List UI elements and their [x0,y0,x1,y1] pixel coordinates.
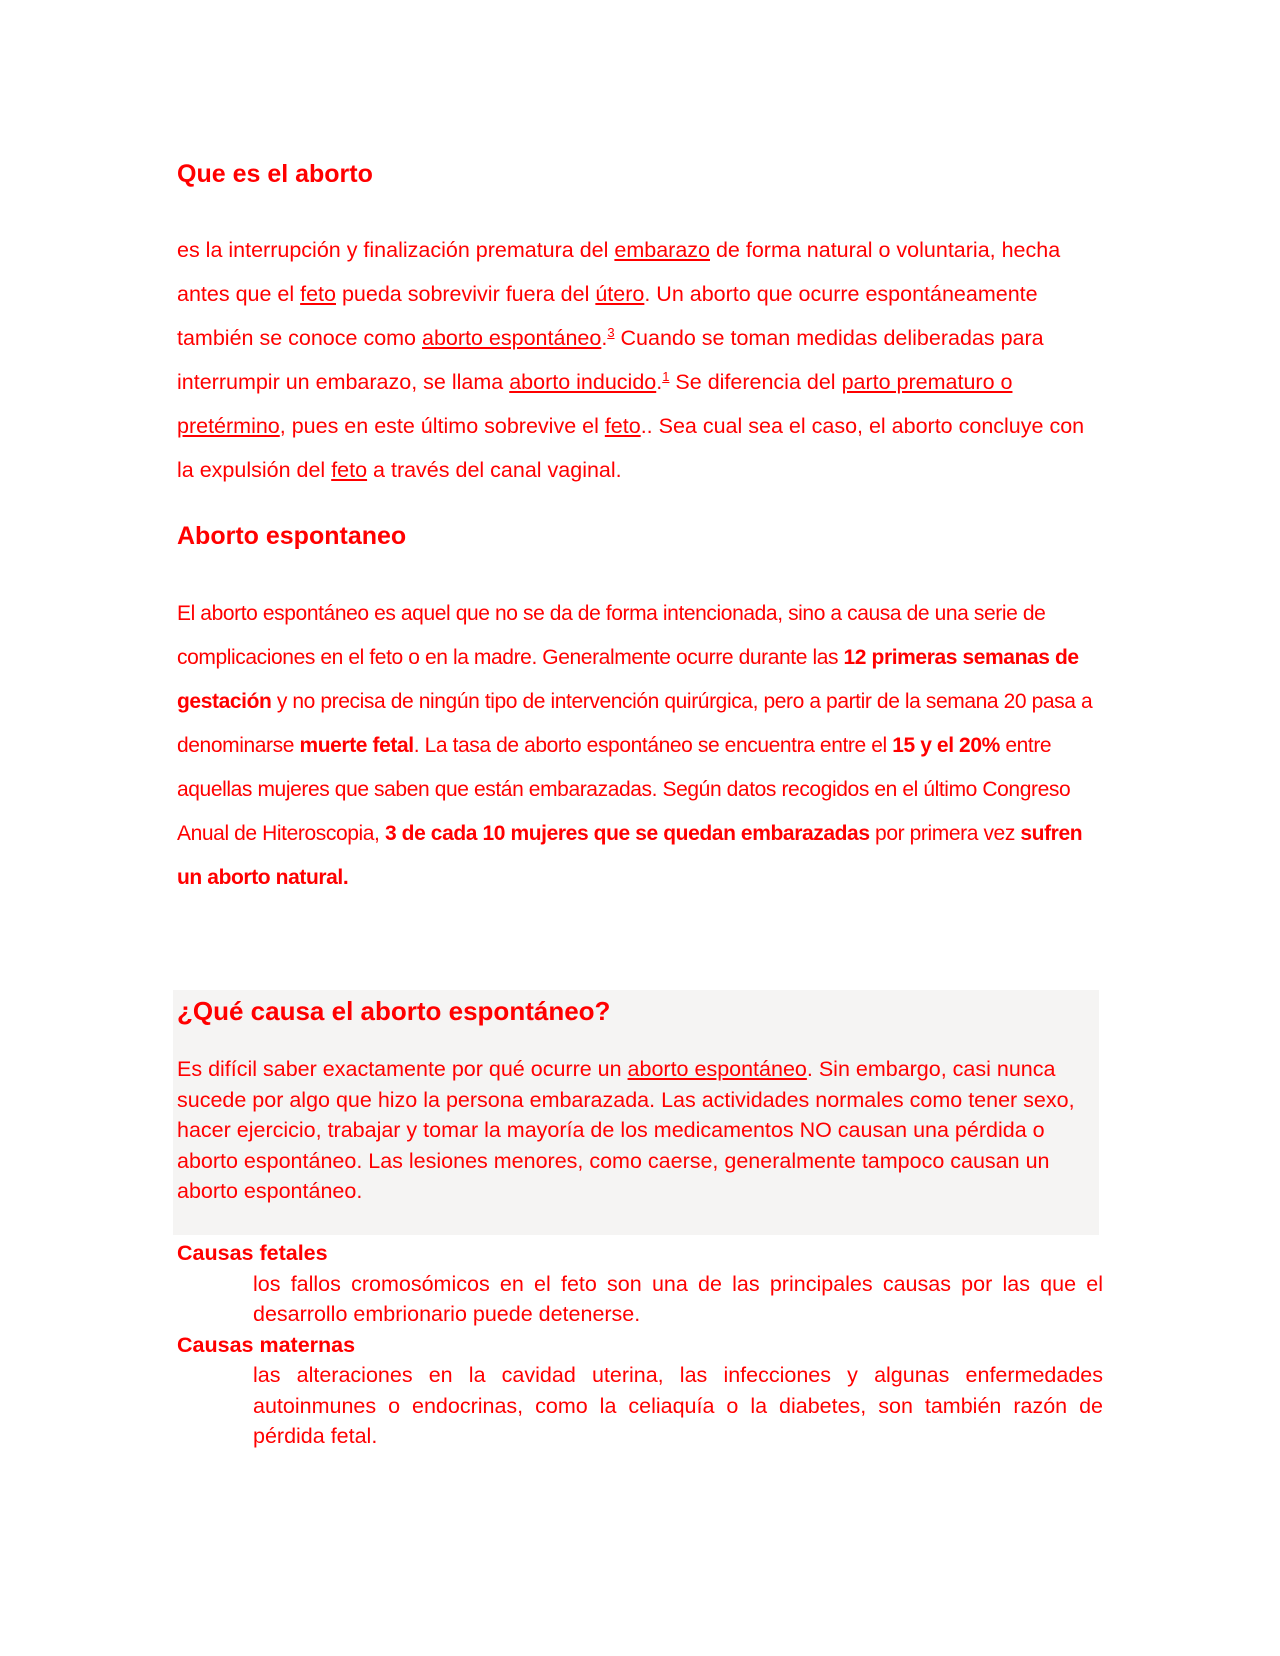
paragraph-aborto-espontaneo: El aborto espontáneo es aquel que no se da de forma intencionada, sino a causa de una serie de complicaciones en el feto o en la madre. Generalmente ocurre durante las 12 primeras semanas de gestación y no precisa de ningún tipo de intervención quirúrgica, pero a partir de la semana 20 pasa a denominarse muerte fetal. La tasa de aborto espontáneo se encuentra entre el 15 y el 20% entre aquellas mujeres que saben que están embarazadas. Según datos recogidos en el último Congreso Anual de Hiteroscopia, 3 de cada 10 mujeres que se quedan embarazadas por primera vez sufren un aborto natural. [177,602,1093,889]
footnote-ref-3[interactable]: 3 [607,325,615,340]
link-aborto-espontaneo[interactable]: aborto espontáneo [422,326,602,350]
heading-que-es-el-aborto: Que es el aborto [177,160,373,188]
link-utero[interactable]: útero [595,282,645,306]
link-feto-3[interactable]: feto [331,458,368,482]
causes-list [177,1238,1103,1452]
link-feto[interactable]: feto [300,282,336,306]
paragraph-causa: Es difícil saber exactamente por qué ocurre un aborto espontáneo. Sin embargo, casi nunca sucede por algo que hizo la persona embarazada. Las actividades normales como tener sexo, hacer ejercicio, trabajar y tomar la mayoría de los medicamentos NO causan una pérdida o aborto espontáneo. Las lesiones menores, como caerse, generalmente tampoco causan un aborto espontáneo. [177,1057,1075,1203]
desc-causas-maternas: las alteraciones en la cavidad uterina, las infecciones y algunas enfermedades autoinmunes o endocrinas, como la celiaquía o la diabetes, son también razón de pérdida fetal. [253,1363,1103,1448]
term-causas-maternas: Causas maternas [177,1332,356,1357]
link-parto-prematuro[interactable]: parto prematuro o pretérmino [177,370,1013,438]
paragraph-definicion: es la interrupción y finalización prematura del embarazo de forma natural o voluntaria, hecha antes que el feto pueda sobrevivir fuera del útero. Un aborto que ocurre espontáneamente también se conoce como aborto espontáneo.$^3$ Cuando se toman medidas deliberadas para interrumpir un embarazo, se llama aborto inducido.$^1$ Se diferencia del parto prematuro o pretérmino, pues en este último sobrevive el feto.. Sea cual sea el caso, el aborto concluye con la expulsión del feto a través del canal vaginal. [177,238,1085,482]
footnote-ref-1[interactable]: 1 [662,369,670,384]
link-feto-2[interactable]: feto [604,414,641,438]
link-aborto-espontaneo-2[interactable]: aborto espontáneo [627,1057,807,1081]
heading-aborto-espontaneo: Aborto espontaneo [177,522,407,550]
link-aborto-inducido[interactable]: aborto inducido [509,370,657,394]
desc-causas-fetales: los fallos cromosómicos en el feto son una de las principales causas por las que el desarrollo embrionario puede detenerse. [253,1271,1103,1326]
link-embarazo[interactable]: embarazo [614,238,710,262]
term-causas-fetales: Causas fetales [177,1241,328,1265]
heading-que-causa: ¿Qué causa el aborto espontáneo? [177,996,611,1026]
